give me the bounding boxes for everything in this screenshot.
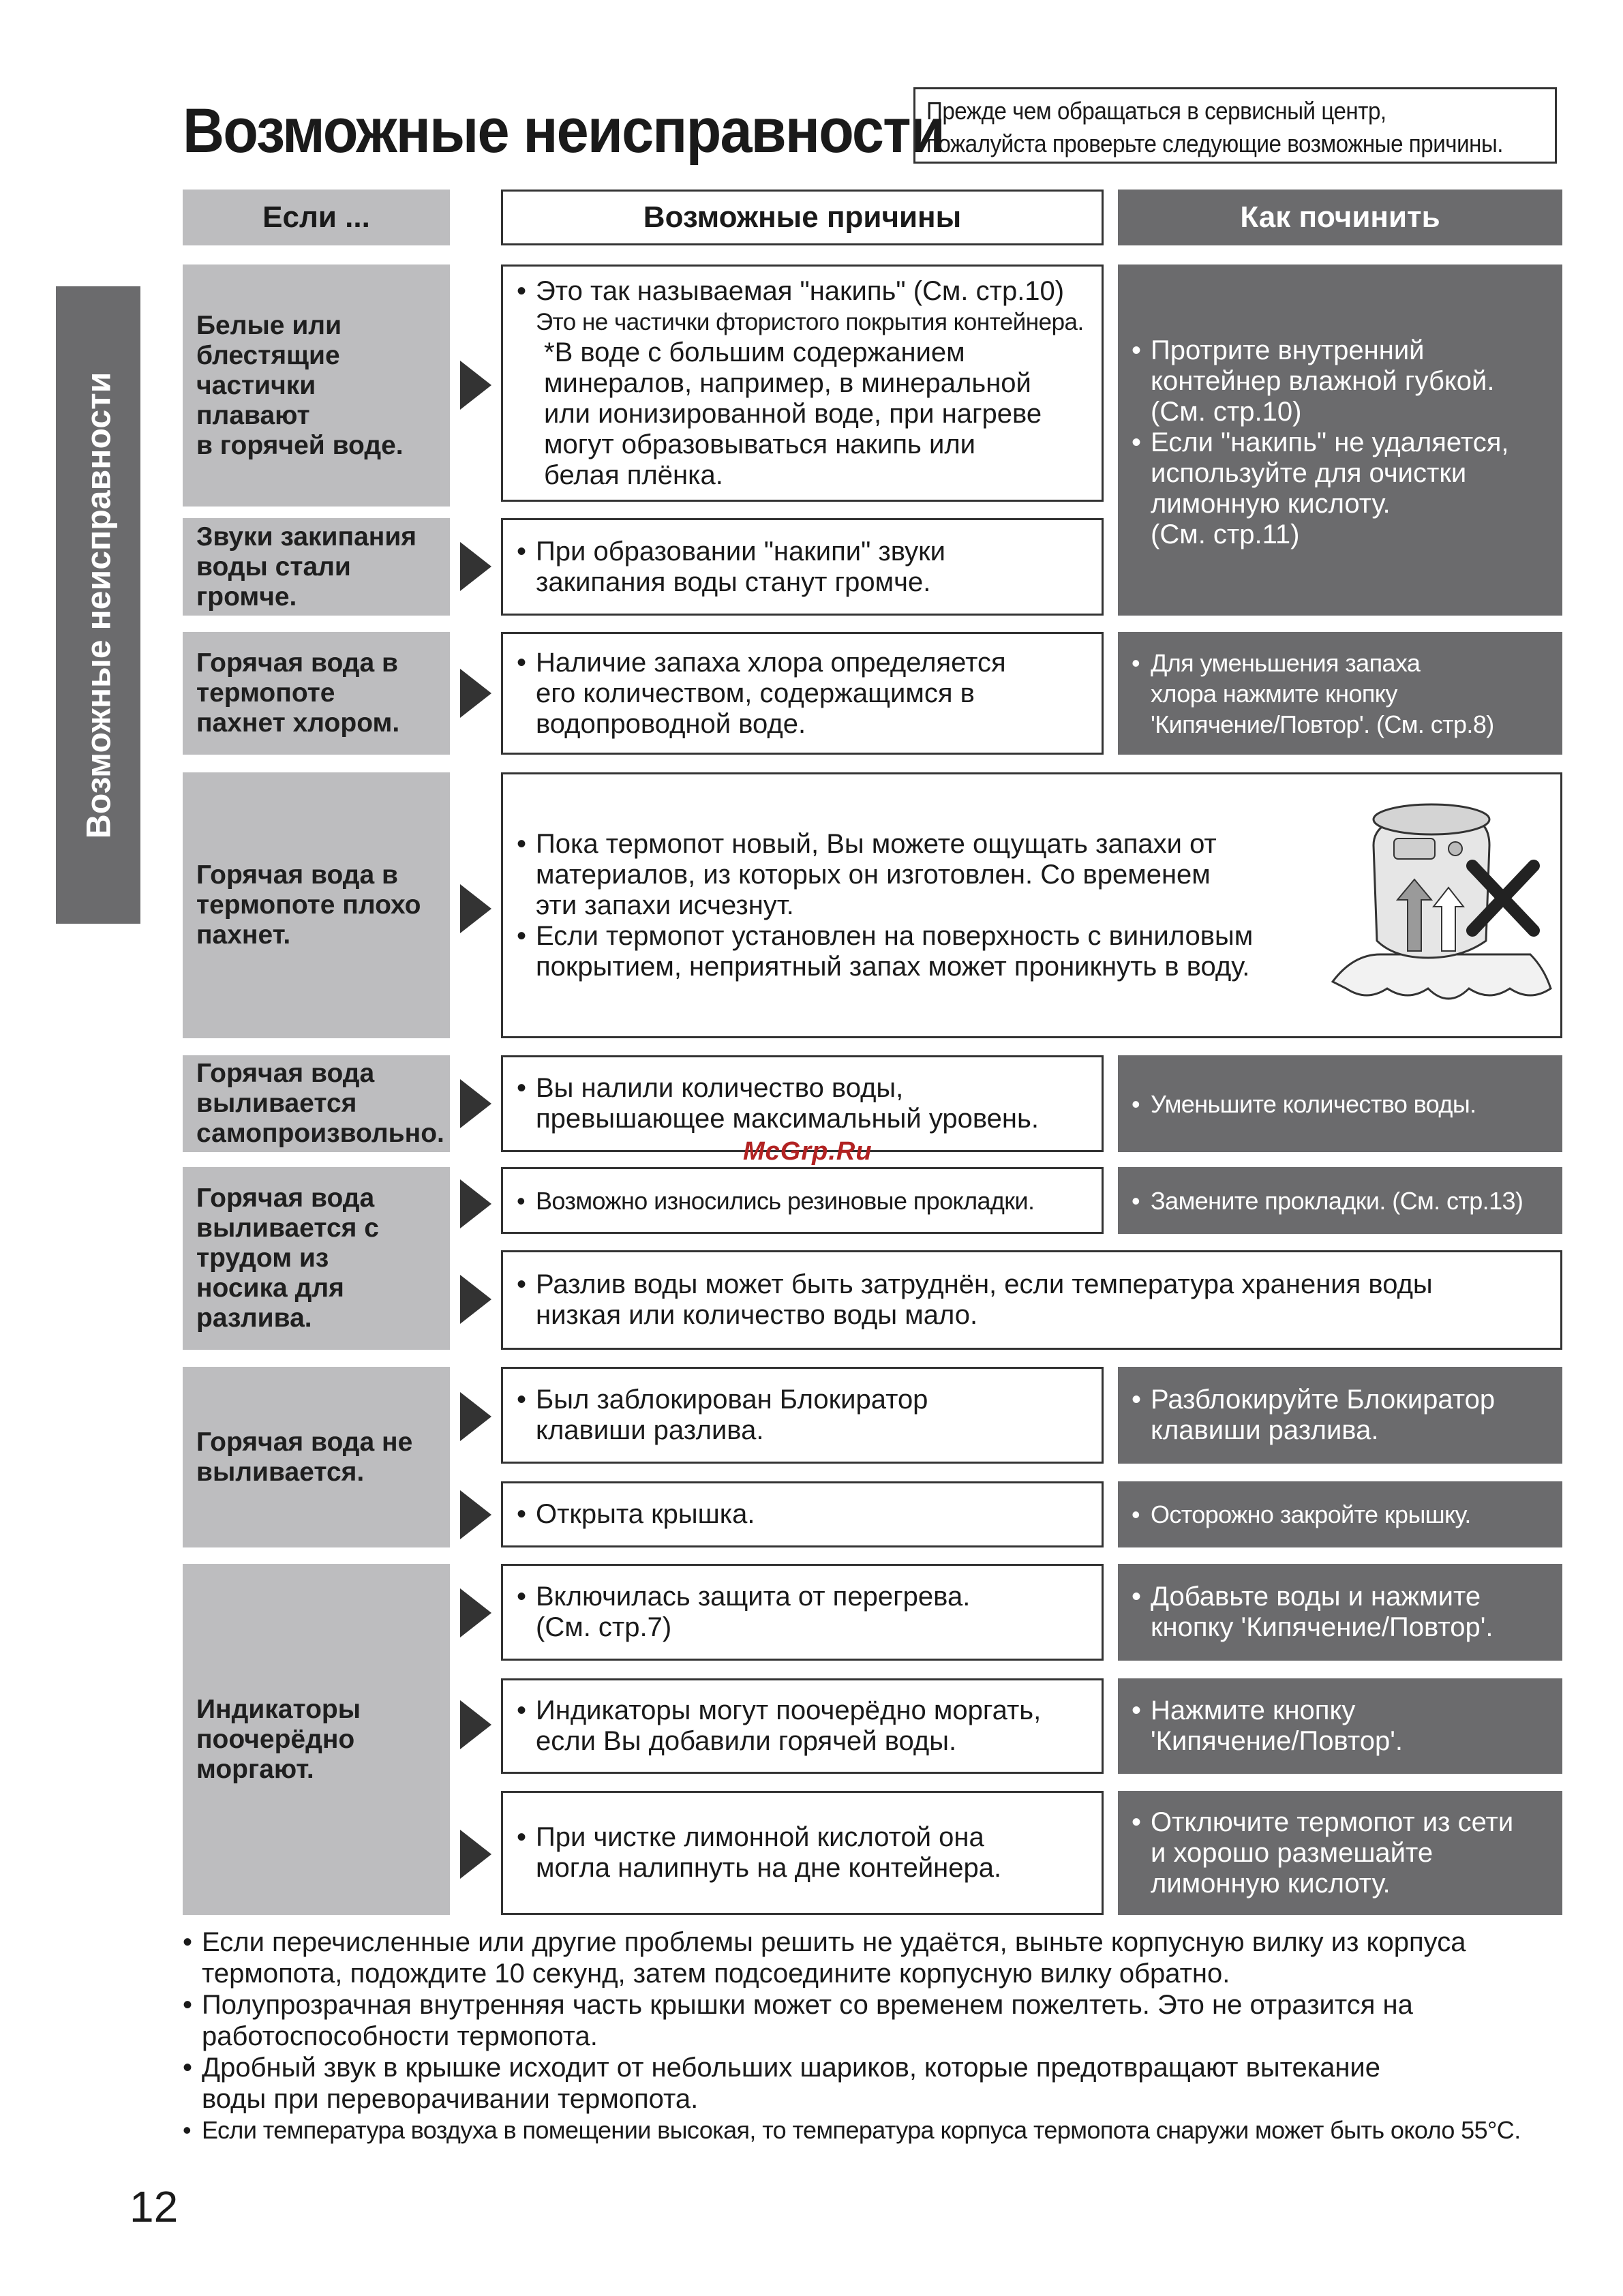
- condition-hard-pour: Горячая вода выливается с трудом из носика для разлива.: [183, 1167, 450, 1350]
- service-note-line-2: пожалуйста проверьте следующие возможные причины.: [926, 130, 1504, 157]
- condition-chlorine: Горячая вода в термопоте пахнет хлором.: [183, 632, 450, 755]
- cause-scale-text: • Это так называемая "накипь" (См. стр.10): [517, 276, 1088, 307]
- arrow-right-icon: [460, 669, 491, 718]
- condition-overflow: Горячая вода выливается самопроизвольно.: [183, 1055, 450, 1152]
- condition-white-particles: Белые или блестящие частички плавают в горячей воде.: [183, 265, 450, 507]
- footer-note-3: • Дробный звук в крышке исходит от небольших шариков, которые предотвращают вытекание воды при переворачивании термопота.: [183, 2052, 1566, 2115]
- cause-pour-lock: • Был заблокирован Блокиратор клавиши разлива.: [501, 1367, 1104, 1464]
- fix-stir-citric-acid: • Отключите термопот из сети и хорошо размешайте лимонную кислоту.: [1118, 1791, 1562, 1915]
- fix-overflow: • Уменьшите количество воды.: [1118, 1055, 1562, 1152]
- cause-vinyl-surface: • Если термопот установлен на поверхность с виниловым покрытием, неприятный запах может проникнуть в воду.: [517, 921, 1301, 982]
- condition-bad-smell: Горячая вода в термопоте плохо пахнет.: [183, 772, 450, 1038]
- cause-low-temperature: • Разлив воды может быть затруднён, если температура хранения воды низкая или количество воды мало.: [501, 1250, 1562, 1350]
- side-section-tab: [56, 286, 140, 924]
- fix-unlock-pour: • Разблокируйте Блокиратор клавиши разлива.: [1118, 1367, 1562, 1464]
- arrow-right-icon: [460, 1700, 491, 1749]
- cause-overflow: • Вы налили количество воды, превышающее максимальный уровень.: [501, 1055, 1104, 1152]
- fix-chlorine: • Для уменьшения запаха хлора нажмите кнопку 'Кипячение/Повтор'. (См. стр.8): [1118, 632, 1562, 755]
- arrow-right-icon: [460, 1079, 491, 1128]
- arrow-right-icon: [460, 542, 491, 591]
- footer-note-2: • Полупрозрачная внутренняя часть крышки может со временем пожелтеть. Это не отразится на работоспособности термопота.: [183, 1989, 1566, 2052]
- condition-indicators: Индикаторы поочерёдно моргают.: [183, 1564, 450, 1915]
- cause-scale: [501, 265, 1104, 502]
- page-number: 12: [130, 2182, 179, 2231]
- arrow-right-icon: [460, 1179, 491, 1228]
- service-note-box: [913, 87, 1557, 164]
- arrow-right-icon: [460, 1392, 491, 1441]
- arrow-right-icon: [460, 1275, 491, 1324]
- watermark: McGrp.Ru: [743, 1137, 873, 1166]
- column-header-fix: Как починить: [1118, 190, 1562, 245]
- fix-add-water: • Добавьте воды и нажмите кнопку 'Кипячение/Повтор'.: [1118, 1564, 1562, 1661]
- arrow-right-icon: [460, 884, 491, 933]
- column-header-causes: Возможные причины: [501, 190, 1104, 245]
- arrow-right-icon: [460, 1588, 491, 1637]
- column-header-if: Если ...: [183, 190, 450, 245]
- arrow-right-icon: [460, 361, 491, 410]
- fix-close-lid: • Осторожно закройте крышку.: [1118, 1481, 1562, 1547]
- fix-scale-citric: • Если "накипь" не удаляется, используйте для очистки лимонную кислоту. (См. стр.11): [1132, 427, 1549, 550]
- cause-overheat-protection: • Включилась защита от перегрева. (См. стр.7): [501, 1564, 1104, 1661]
- arrow-right-icon: [460, 1830, 491, 1879]
- cause-worn-gaskets: • Возможно износились резиновые прокладки.: [501, 1167, 1104, 1234]
- page-title: Возможные неисправности: [183, 96, 944, 166]
- condition-boiling-sound: Звуки закипания воды стали громче.: [183, 518, 450, 616]
- cause-new-thermopot: • Пока термопот новый, Вы можете ощущать запахи от материалов, из которых он изготовлен. Со временем эти запахи исчезнут.: [517, 829, 1301, 921]
- fix-replace-gaskets: • Замените прокладки. (См. стр.13): [1118, 1167, 1562, 1234]
- cause-chlorine: • Наличие запаха хлора определяется его количеством, содержащимся в водопроводной воде.: [501, 632, 1104, 755]
- footer-note-1: • Если перечисленные или другие проблемы решить не удаётся, выньте корпусную вилку из корпуса термопота, подождите 10 секунд, затем подсоедините корпусную вилку обратно.: [183, 1927, 1566, 1989]
- cause-citric-acid-residue: • При чистке лимонной кислотой она могла налипнуть на дне контейнера.: [501, 1791, 1104, 1915]
- side-section-tab-label: Возможные неисправности: [79, 372, 118, 839]
- fix-scale-wipe: • Протрите внутренний контейнер влажной губкой. (См. стр.10): [1132, 335, 1549, 427]
- cause-scale-minerals: *В воде с большим содержанием минералов, например, в минеральной или ионизированной воде, при нагреве могут образовываться накипь или белая плёнка.: [544, 337, 1042, 490]
- cause-boiling-sound: • При образовании "накипи" звуки закипания воды станут громче.: [501, 518, 1104, 616]
- cause-lid-open: • Открыта крышка.: [501, 1481, 1104, 1547]
- footer-notes: [183, 1927, 1566, 2146]
- service-note-line-1: Прежде чем обращаться в сервисный центр,: [926, 97, 1386, 125]
- condition-no-pour: Горячая вода не выливается.: [183, 1367, 450, 1547]
- cause-scale-note: Это не частички фтористого покрытия контейнера.: [536, 308, 1084, 335]
- footer-note-4: • Если температура воздуха в помещении высокая, то температура корпуса термопота снаружи может быть около 55°C.: [183, 2115, 1566, 2146]
- fix-scale: [1118, 265, 1562, 616]
- fix-press-boil: • Нажмите кнопку 'Кипячение/Повтор'.: [1118, 1678, 1562, 1774]
- arrow-right-icon: [460, 1490, 491, 1539]
- cause-hot-water-added: • Индикаторы могут поочерёдно моргать, если Вы добавили горячей воды.: [501, 1678, 1104, 1774]
- thermopot-crossed-icon: [1326, 784, 1558, 1029]
